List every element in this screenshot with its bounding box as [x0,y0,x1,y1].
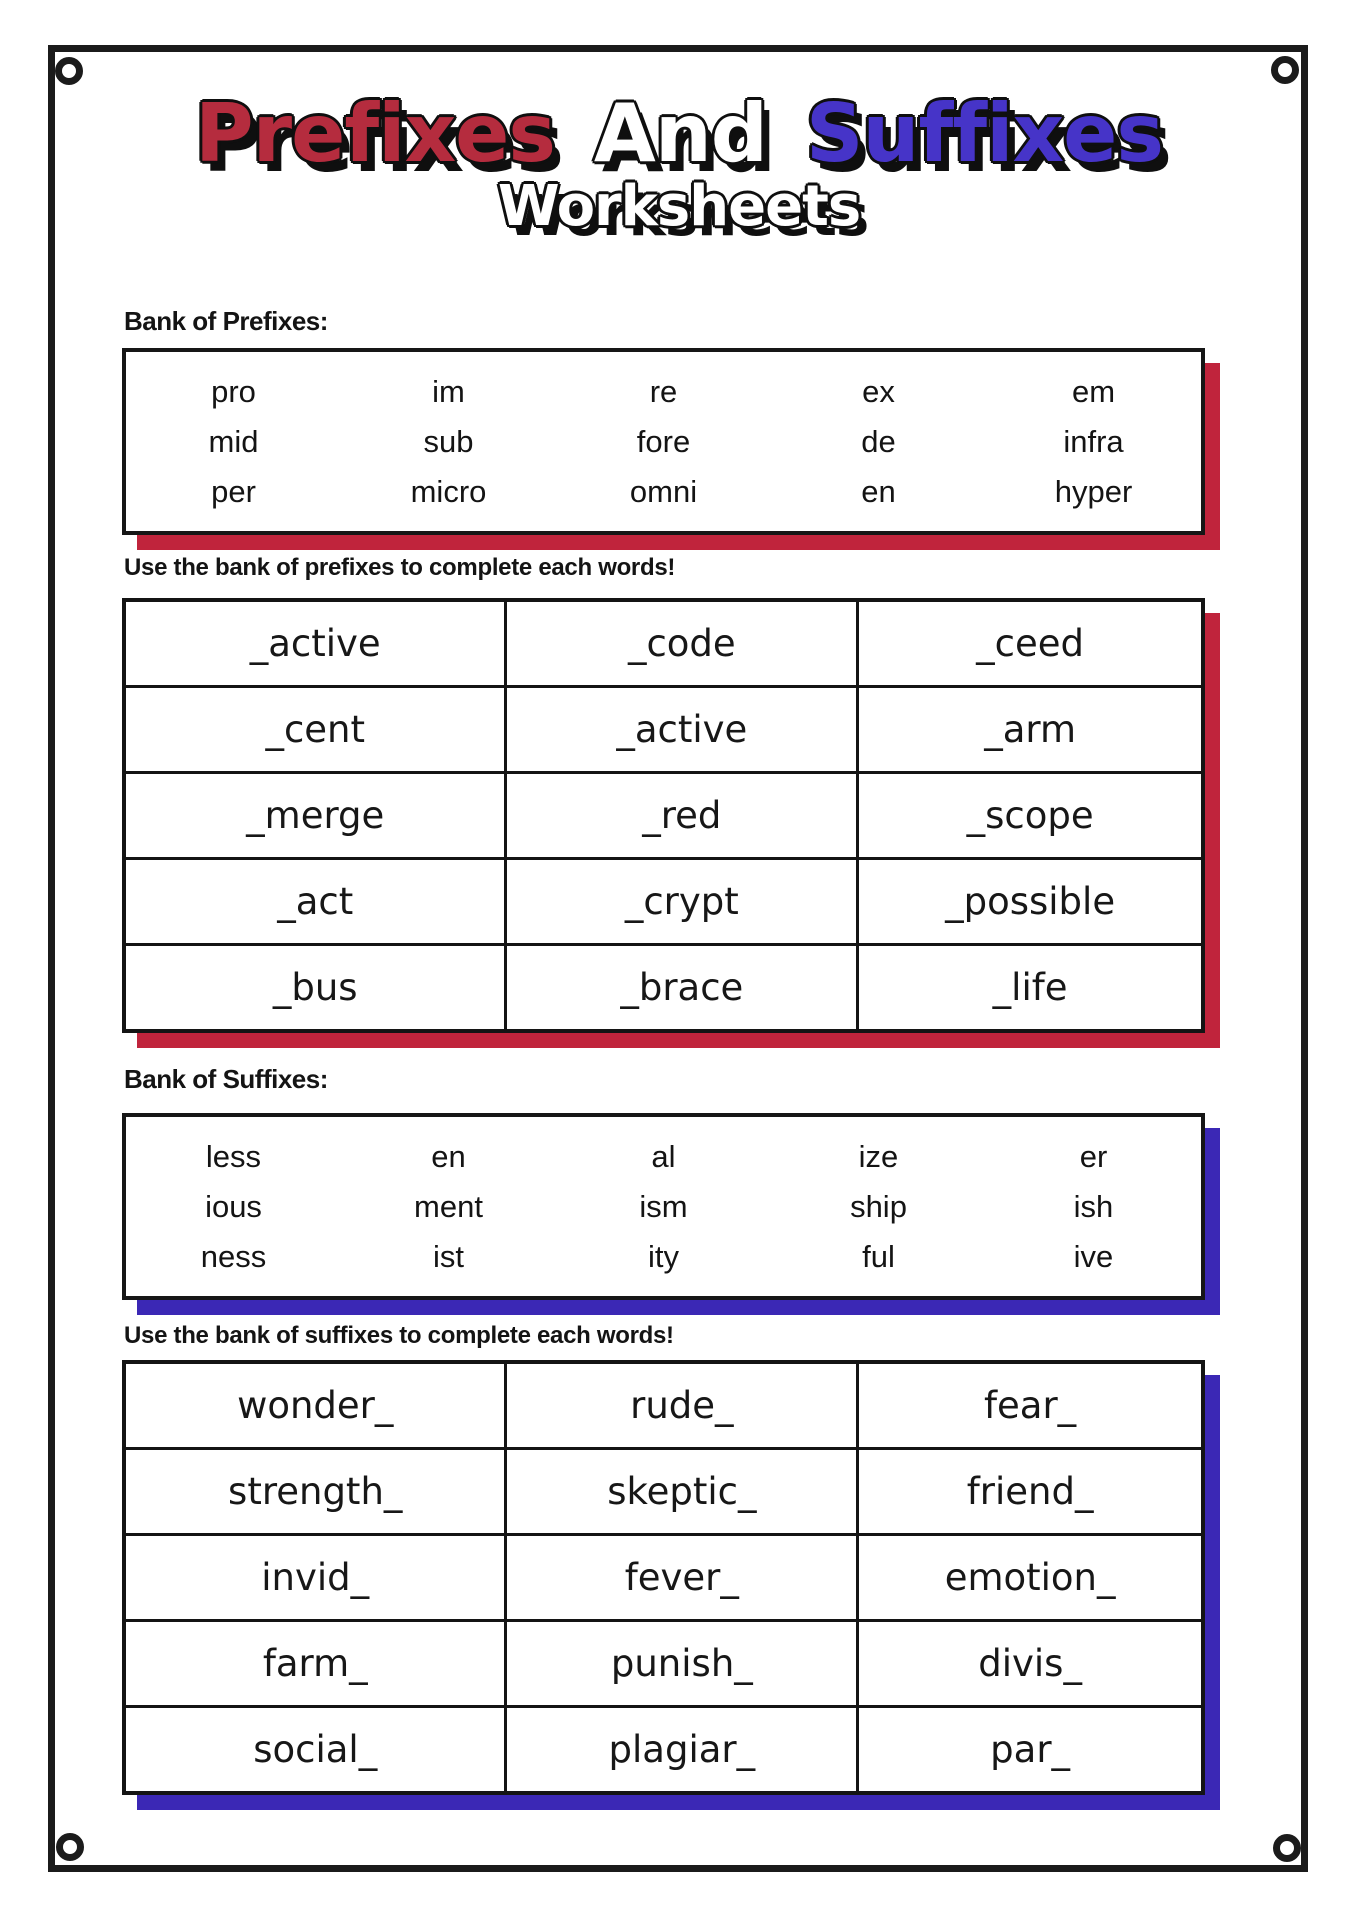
suffix-instruction: Use the bank of suffixes to complete each words! [124,1322,674,1349]
suffix-bank-item: ism [639,1189,688,1224]
word-cell: rude_ [506,1362,858,1449]
grommet-ring-icon [56,1833,84,1861]
title-subtitle: Worksheets [497,174,861,239]
title-word-prefixes: Prefixes [195,87,556,180]
suffix-word-table [122,1360,1205,1795]
prefix-bank-item: fore [636,424,691,459]
word-cell: _arm [858,687,1203,773]
worksheet-title [60,87,1298,239]
table-row [124,859,1203,945]
word-cell: _merge [124,773,506,859]
grommet-ring-icon [1273,1834,1301,1862]
grommet-ring-icon [55,57,83,85]
prefix-bank-item: pro [211,374,256,409]
word-cell: _scope [858,773,1203,859]
suffix-bank-item: en [431,1139,466,1174]
table-row [124,600,1203,687]
word-cell: _act [124,859,506,945]
prefix-instruction: Use the bank of prefixes to complete each words! [124,554,676,581]
prefix-bank-item: micro [410,474,487,509]
grommet-ring-icon [1271,56,1299,84]
word-cell: fear_ [858,1362,1203,1449]
prefix-bank-item: de [861,424,896,459]
word-cell: punish_ [506,1621,858,1707]
word-cell: _life [858,945,1203,1032]
prefix-bank-item: re [649,374,678,409]
prefix-bank-item: omni [629,474,698,509]
table-row [124,1449,1203,1535]
table-row [124,1621,1203,1707]
word-cell: _possible [858,859,1203,945]
word-cell: friend_ [858,1449,1203,1535]
prefix-bank-item: im [432,374,465,409]
suffix-bank-item: ish [1073,1189,1114,1224]
suffix-bank-item: ive [1073,1239,1114,1274]
word-cell: divis_ [858,1621,1203,1707]
prefix-bank-item: sub [423,424,474,459]
word-cell: farm_ [124,1621,506,1707]
suffix-bank-item: less [205,1139,262,1174]
word-cell: _ceed [858,600,1203,687]
word-cell: plagiar_ [506,1707,858,1794]
table-row [124,1535,1203,1621]
prefix-bank-label: Bank of Prefixes: [124,306,328,336]
suffix-bank-item: ize [858,1139,899,1174]
word-cell: _active [506,687,858,773]
word-cell: _crypt [506,859,858,945]
table-row [124,1707,1203,1794]
title-main [60,87,1298,180]
table-row [124,687,1203,773]
prefix-bank-box [122,348,1205,535]
suffix-bank-item: er [1079,1139,1108,1174]
table-row [124,945,1203,1032]
suffix-bank-item: ist [433,1239,464,1274]
word-cell: wonder_ [124,1362,506,1449]
prefix-bank-item: hyper [1054,474,1133,509]
suffix-bank-item: al [651,1139,676,1174]
prefix-word-table [122,598,1205,1033]
title-word-suffixes: Suffixes [805,87,1163,180]
word-cell: _cent [124,687,506,773]
word-cell: strength_ [124,1449,506,1535]
word-cell: _code [506,600,858,687]
word-cell: _bus [124,945,506,1032]
suffix-bank-item: ment [414,1189,483,1224]
suffix-bank-item: ness [200,1239,267,1274]
word-cell: par_ [858,1707,1203,1794]
word-cell: emotion_ [858,1535,1203,1621]
suffix-bank-item: ious [205,1189,262,1224]
word-cell: invid_ [124,1535,506,1621]
prefix-bank-item: em [1071,374,1116,409]
table-row [124,1362,1203,1449]
word-cell: social_ [124,1707,506,1794]
suffix-bank-label: Bank of Suffixes: [124,1064,328,1094]
prefix-bank-item: ex [862,374,895,409]
suffix-bank-item: ful [862,1239,895,1274]
word-cell: _active [124,600,506,687]
prefix-bank-item: en [861,474,896,509]
table-row [124,773,1203,859]
suffix-bank-box [122,1113,1205,1300]
prefix-bank-item: infra [1063,424,1124,459]
prefix-bank-item: mid [208,424,259,459]
word-cell: _red [506,773,858,859]
suffix-bank-item: ity [648,1239,679,1274]
suffix-bank-item: ship [850,1189,907,1224]
word-cell: fever_ [506,1535,858,1621]
title-word-and: And [593,87,768,180]
word-cell: skeptic_ [506,1449,858,1535]
word-cell: _brace [506,945,858,1032]
prefix-bank-item: per [211,474,256,509]
